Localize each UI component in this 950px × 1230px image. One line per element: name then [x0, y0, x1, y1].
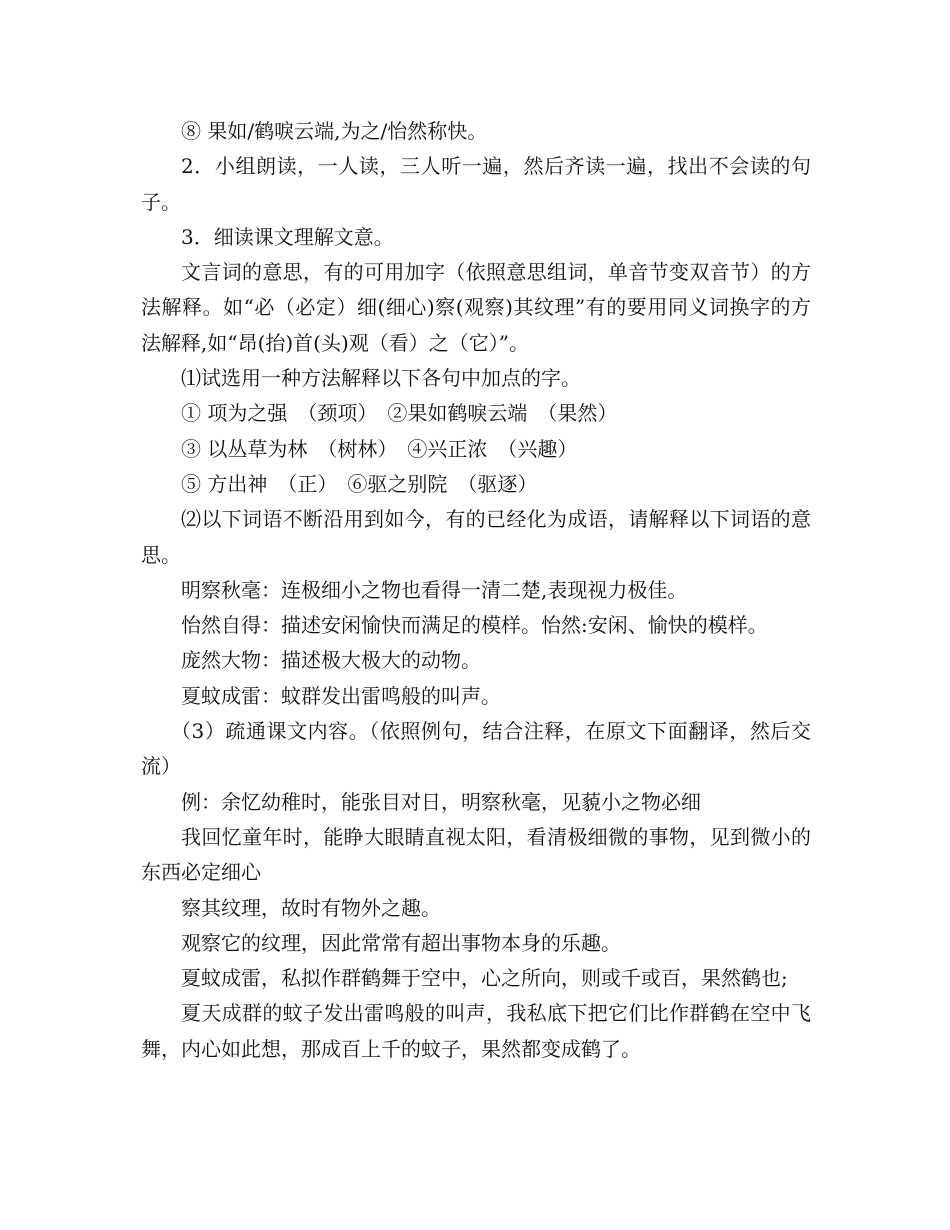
paragraph-4: 文言词的意思，有的可用加字（依照意思组词，单音节变双音节）的方法解释。如“必（必定）细(细心)察(观察)其纹理”有的要用同义词换字的方法解释,如“昂(抬)首(头)观（看）之（它）”。 [141, 260, 811, 355]
paragraph-14: （3）疏通课文内容。（依照例句，结合注释，在原文下面翻译，然后交流） [141, 719, 811, 779]
paragraph-18: 观察它的纹理，因此常常有超出事物本身的乐趣。 [181, 930, 621, 955]
paragraph-3: 3．细读课文理解文意。 [181, 224, 394, 249]
document-body [141, 114, 811, 1067]
paragraph-13: 夏蚊成雷：蚊群发出雷鸣般的叫声。 [181, 683, 501, 708]
paragraph-15: 例：余忆幼稚时，能张目对日，明察秋毫，见藐小之物必细 [181, 789, 701, 814]
paragraph-1: ⑧ 果如/鹤唳云端,为之/怡然称快。 [181, 119, 488, 143]
paragraph-10: 明察秋毫：连极细小之物也看得一清二楚,表现视力极佳。 [181, 577, 688, 602]
paragraph-11: 怡然自得：描述安闲愉快而满足的模样。怡然:安闲、愉快的模样。 [181, 613, 768, 638]
paragraph-19: 夏蚊成雷，私拟作群鹤舞于空中，心之所向，则或千或百，果然鹤也; [181, 966, 788, 991]
paragraph-9: ⑵以下词语不断沿用到如今，有的已经化为成语，请解释以下词语的意思。 [141, 507, 811, 567]
paragraph-5: ⑴试选用一种方法解释以下各句中加点的字。 [181, 366, 581, 391]
paragraph-2: 2．小组朗读，一人读，三人听一遍，然后齐读一遍，找出不会读的句子。 [141, 154, 811, 214]
paragraph-20: 夏天成群的蚊子发出雷鸣般的叫声，我私底下把它们比作群鹤在空中飞舞，内心如此想，那成百上千的蚊子，果然都变成鹤了。 [141, 1001, 811, 1061]
paragraph-17: 察其纹理，故时有物外之趣。 [181, 895, 441, 920]
paragraph-6: ① 项为之强 （颈项） ②果如鹤唳云端 （果然） [181, 401, 618, 426]
paragraph-7: ③ 以丛草为林 （树林） ④兴正浓 （兴趣） [181, 436, 578, 461]
paragraph-12: 庞然大物：描述极大极大的动物。 [181, 648, 481, 673]
paragraph-16: 我回忆童年时，能睁大眼睛直视太阳，看清极细微的事物，见到微小的东西必定细心 [141, 824, 811, 885]
paragraph-8: ⑤ 方出神 （正） ⑥驱之别院 （驱逐） [181, 471, 538, 496]
